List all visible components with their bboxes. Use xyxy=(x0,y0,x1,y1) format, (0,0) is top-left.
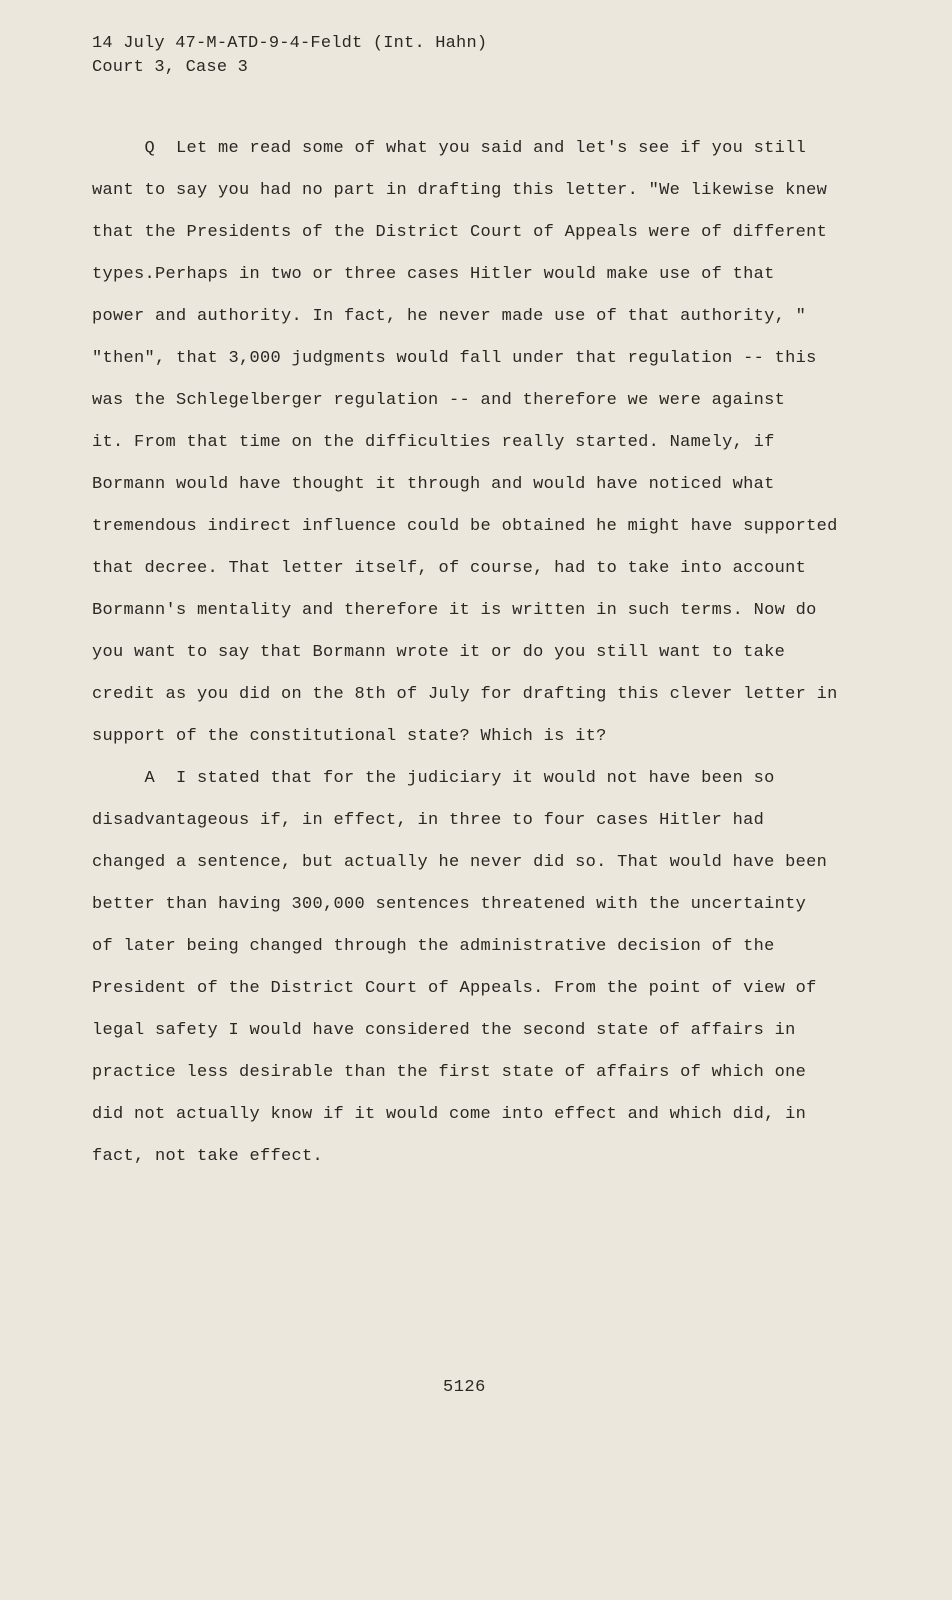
question-line: want to say you had no part in drafting this letter. "We likewise knew xyxy=(92,181,828,200)
answer-line: of later being changed through the administrative decision of the xyxy=(92,937,775,956)
question-paragraph xyxy=(92,128,838,758)
answer-line: A I stated that for the judiciary it would not have been so xyxy=(92,769,775,788)
question-line: that the Presidents of the District Court of Appeals were of different xyxy=(92,223,828,242)
transcript-body xyxy=(92,128,838,1178)
answer-line: better than having 300,000 sentences threatened with the uncertainty xyxy=(92,895,807,914)
question-line: it. From that time on the difficulties really started. Namely, if xyxy=(92,433,775,452)
question-line: power and authority. In fact, he never made use of that authority, " xyxy=(92,307,807,326)
question-line: Bormann would have thought it through and would have noticed what xyxy=(92,475,775,494)
question-line: Bormann's mentality and therefore it is written in such terms. Now do xyxy=(92,601,817,620)
answer-line: legal safety I would have considered the second state of affairs in xyxy=(92,1021,796,1040)
question-line: tremendous indirect influence could be obtained he might have supported xyxy=(92,517,838,536)
answer-line: practice less desirable than the first state of affairs of which one xyxy=(92,1063,807,1082)
question-line: support of the constitutional state? Which is it? xyxy=(92,727,607,746)
question-line: that decree. That letter itself, of course, had to take into account xyxy=(92,559,807,578)
page-number: 5126 xyxy=(443,1378,486,1397)
answer-line: President of the District Court of Appeals. From the point of view of xyxy=(92,979,817,998)
question-line: you want to say that Bormann wrote it or do you still want to take xyxy=(92,643,786,662)
question-line: Q Let me read some of what you said and let's see if you still xyxy=(92,139,807,158)
answer-paragraph xyxy=(92,758,832,1178)
question-line: was the Schlegelberger regulation -- and therefore we were against xyxy=(92,391,786,410)
question-line: types.Perhaps in two or three cases Hitler would make use of that xyxy=(92,265,775,284)
answer-line: fact, not take effect. xyxy=(92,1147,324,1166)
question-line: credit as you did on the 8th of July for drafting this clever letter in xyxy=(92,685,838,704)
document-header xyxy=(92,32,487,80)
answer-line: did not actually know if it would come into effect and which did, in xyxy=(92,1105,807,1124)
header-line-2: Court 3, Case 3 xyxy=(92,58,249,77)
question-line: "then", that 3,000 judgments would fall under that regulation -- this xyxy=(92,349,817,368)
answer-line: disadvantageous if, in effect, in three to four cases Hitler had xyxy=(92,811,765,830)
answer-line: changed a sentence, but actually he never did so. That would have been xyxy=(92,853,828,872)
header-line-1: 14 July 47-M-ATD-9-4-Feldt (Int. Hahn) xyxy=(92,34,488,53)
